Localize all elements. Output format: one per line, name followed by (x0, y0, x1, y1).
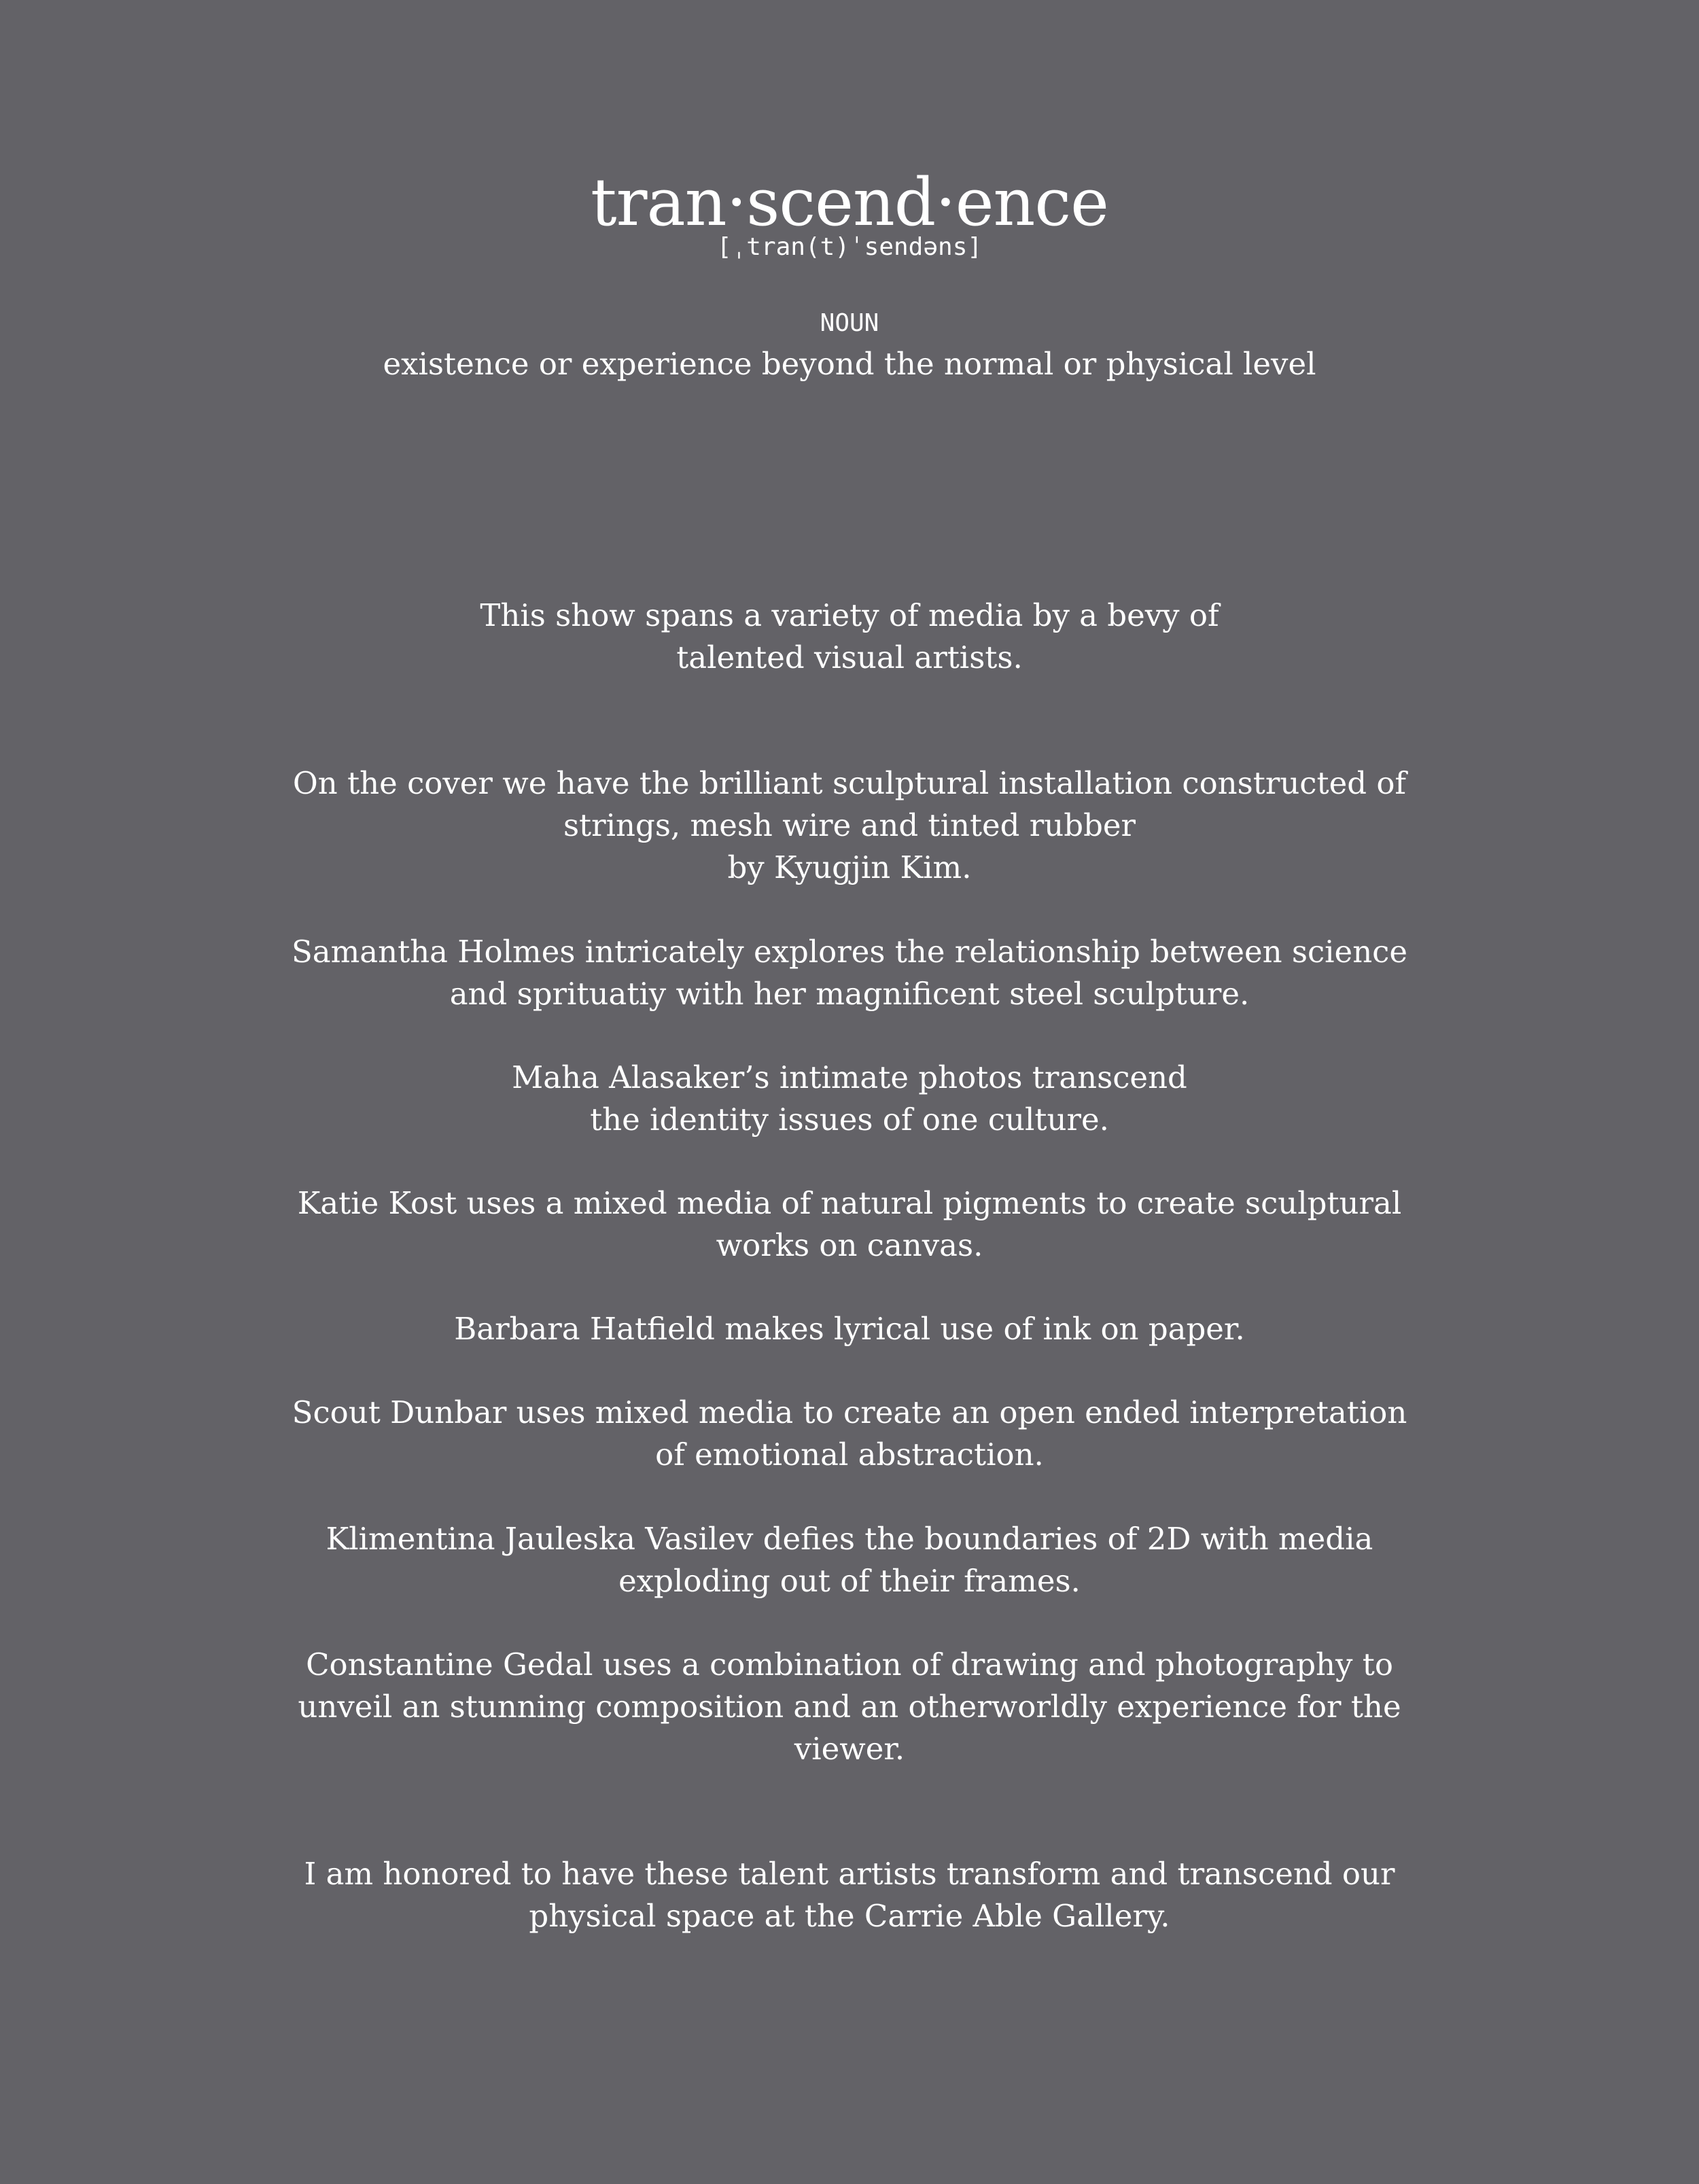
paragraph-line: works on canvas. (716, 1227, 983, 1263)
paragraph-line: Samantha Holmes intricately explores the relationship between science (291, 934, 1408, 970)
definition-text: existence or experience beyond the normal or physical level (383, 346, 1316, 382)
paragraph-line: by Kyugjin Kim. (727, 849, 972, 885)
paragraph-line: Maha Alasaker’s intimate photos transcend (512, 1059, 1187, 1095)
paragraph-line: exploding out of their frames. (618, 1563, 1081, 1599)
paragraph-line: Barbara Hatfield makes lyrical use of ink on paper. (454, 1311, 1245, 1347)
paragraph-line: and sprituatiy with her magnificent steel sculpture. (449, 976, 1250, 1012)
hatfield-paragraph (170, 1308, 1529, 1350)
paragraph-line: This show spans a variety of media by a bevy of (480, 597, 1219, 633)
maha-paragraph (170, 1057, 1529, 1141)
gedal-paragraph (170, 1644, 1529, 1770)
paragraph-line: On the cover we have the brilliant sculptural installation constructed of (292, 765, 1407, 801)
holmes-paragraph (170, 931, 1529, 1015)
paragraph-line: unveil an stunning composition and an otherworldly experience for the (298, 1689, 1401, 1725)
pronunciation: [ˌtran(t)ˈsendəns] (716, 233, 983, 261)
paragraph-line: Constantine Gedal uses a combination of drawing and photography to (306, 1646, 1393, 1683)
closing-paragraph (170, 1853, 1529, 1937)
paragraph-line: Klimentina Jauleska Vasilev defies the boundaries of 2D with media (326, 1521, 1373, 1557)
paragraph-line: physical space at the Carrie Able Gallery. (529, 1898, 1170, 1934)
dunbar-paragraph (170, 1392, 1529, 1476)
paragraph-line: talented visual artists. (676, 639, 1023, 675)
paragraph-line: I am honored to have these talent artists transform and transcend our (304, 1856, 1395, 1892)
intro-paragraph (170, 595, 1529, 679)
kost-paragraph (170, 1182, 1529, 1267)
paragraph-line: of emotional abstraction. (655, 1437, 1044, 1473)
paragraph-line: strings, mesh wire and tinted rubber (563, 807, 1136, 843)
paragraph-line: viewer. (794, 1731, 905, 1767)
part-of-speech: NOUN (820, 309, 879, 337)
vasilev-paragraph (170, 1518, 1529, 1602)
kim-paragraph (170, 762, 1529, 889)
paragraph-line: Katie Kost uses a mixed media of natural pigments to create sculptural (297, 1185, 1402, 1221)
paragraph-line: Scout Dunbar uses mixed media to create an open ended interpretation (292, 1394, 1407, 1430)
headword: tran·scend·ence (591, 164, 1108, 241)
paragraph-line: the identity issues of one culture. (590, 1102, 1109, 1138)
